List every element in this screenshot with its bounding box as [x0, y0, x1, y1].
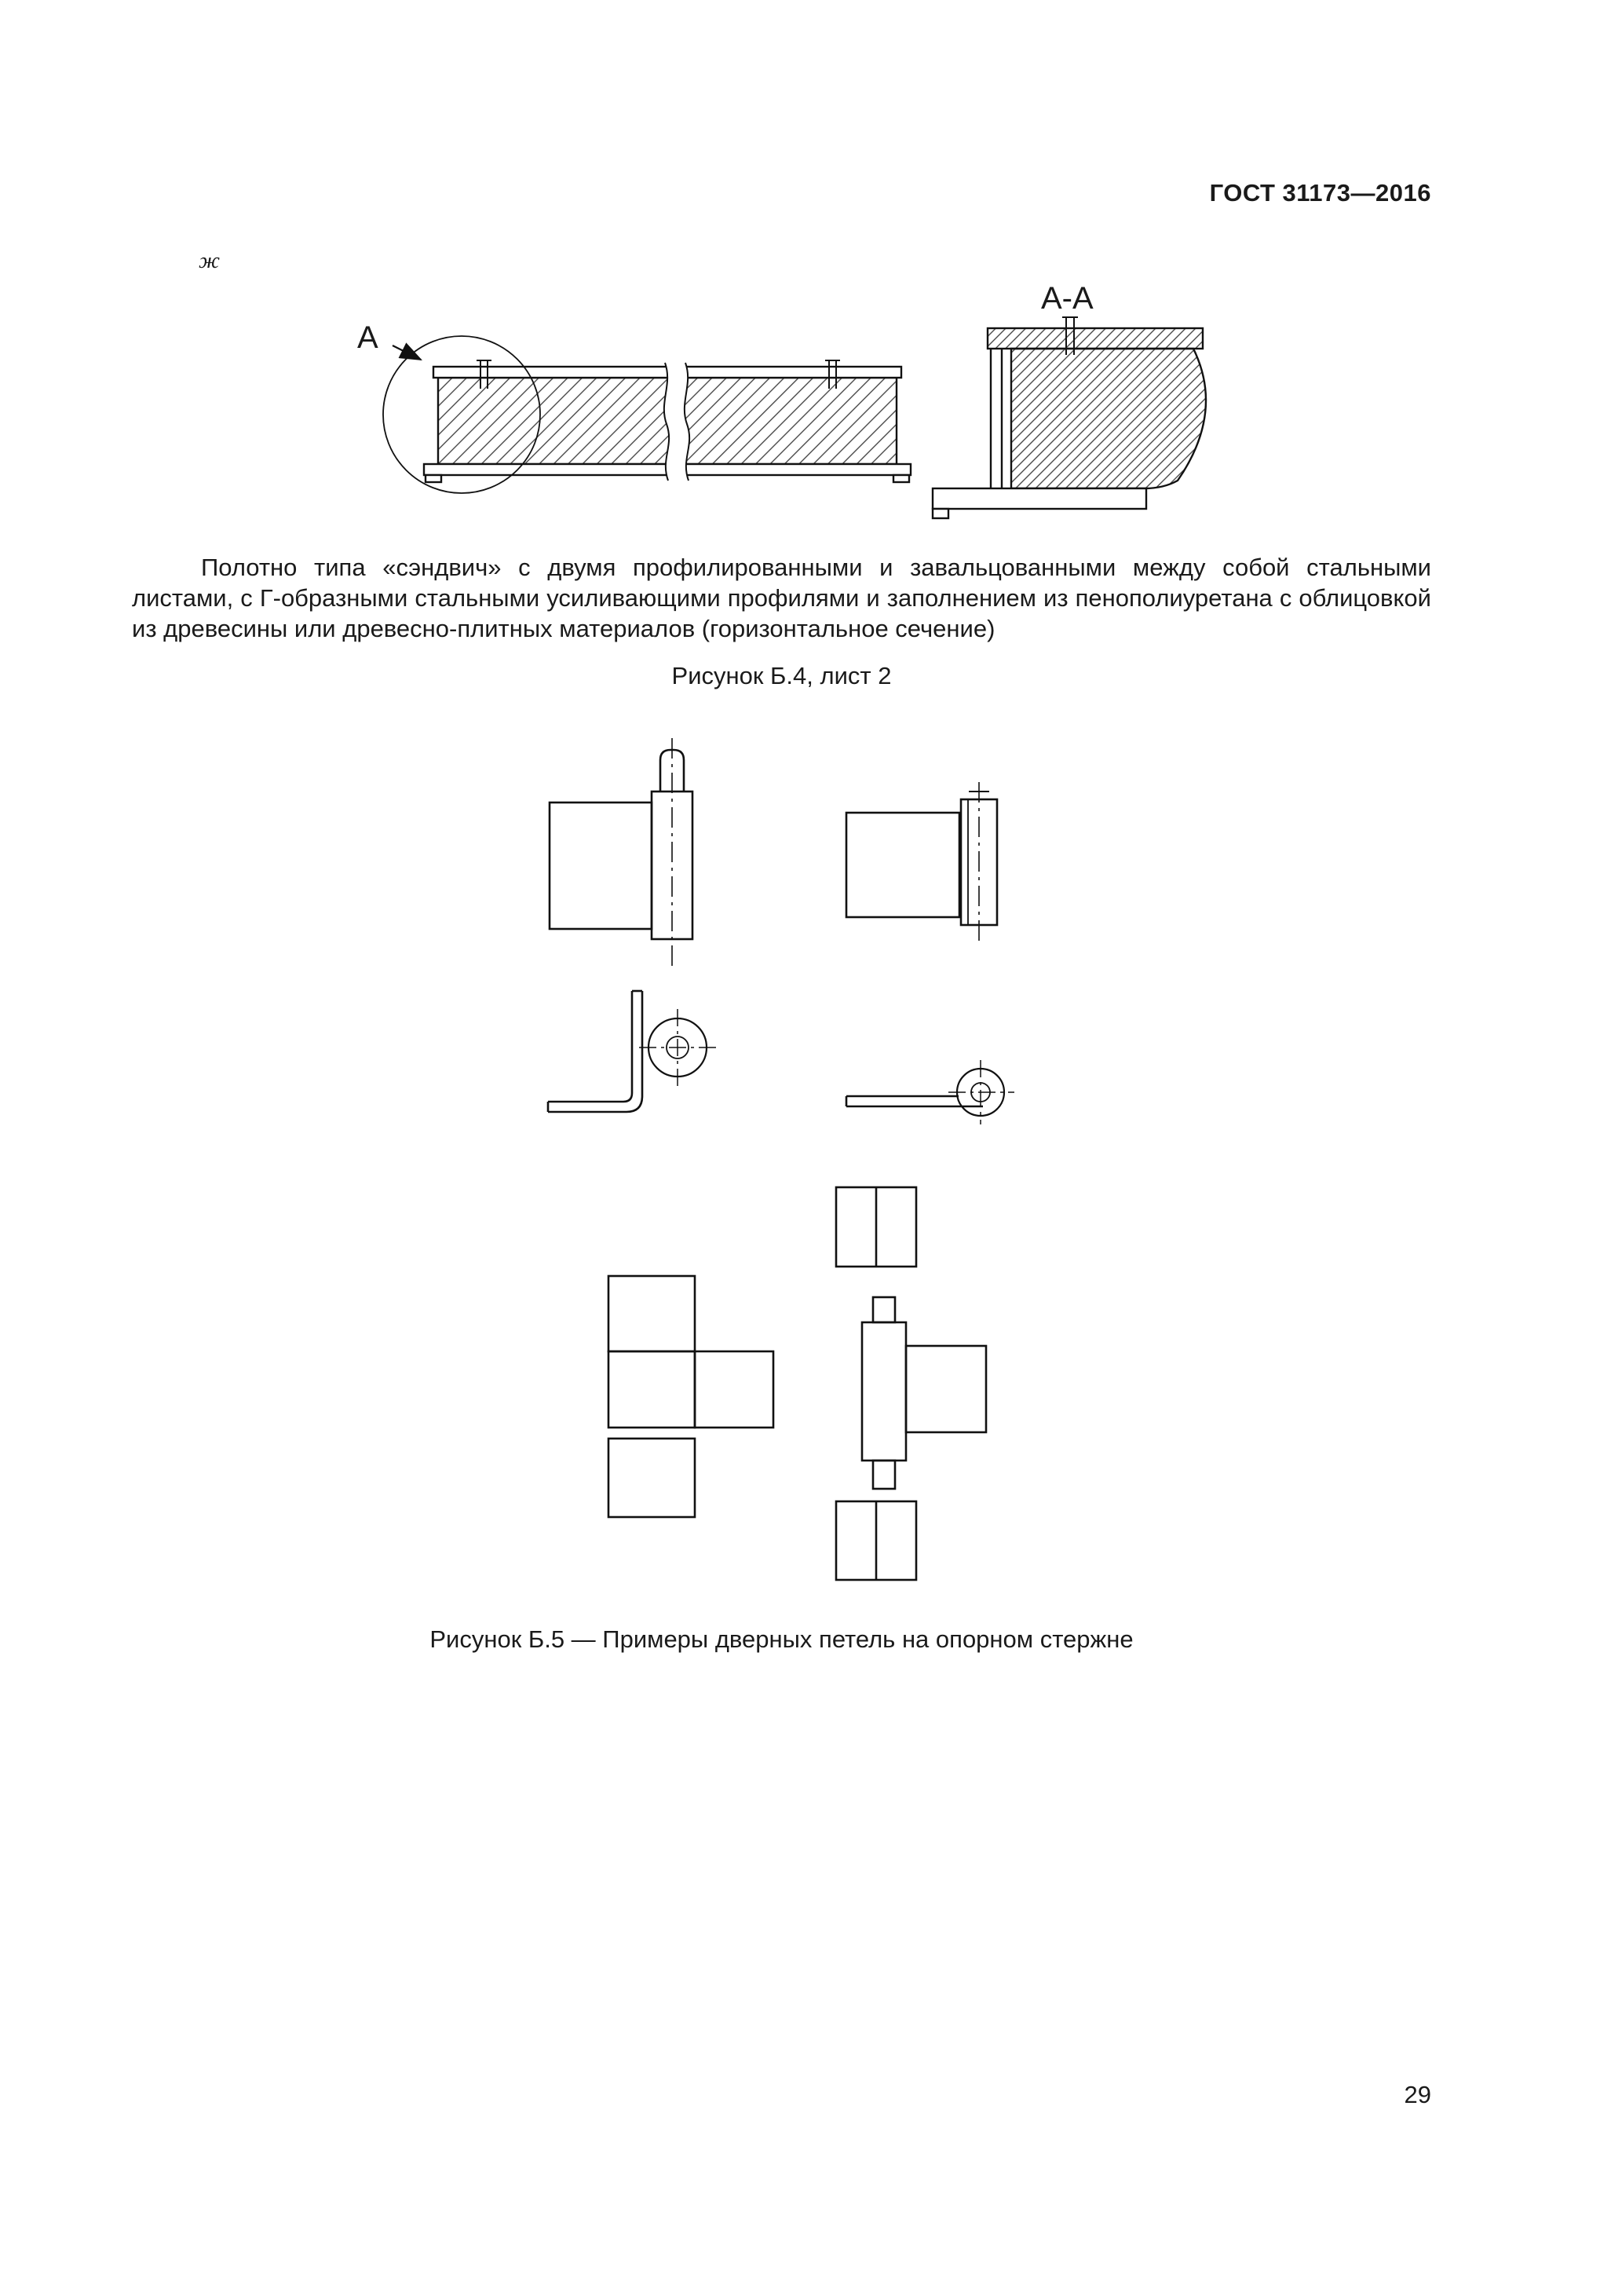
hinge-l-bracket: [548, 991, 716, 1112]
section-aa-view: [933, 317, 1206, 518]
panel-section-view: [424, 360, 911, 482]
figure-b4-caption: Полотно типа «сэндвич» с двумя профилированными и завальцованными между собой стальными листами, с Г-образными стальными усиливающими профилями и заполнением из пенополиуретана с облицовкой из древесины или древесно-плитных материалов (горизонтальное сечение): [132, 554, 1431, 642]
detail-label-a: А: [357, 320, 378, 355]
hinge-barrel-cap: [550, 738, 692, 967]
figure-b4-title: Рисунок Б.4, лист 2: [671, 662, 892, 689]
item-marker: ж: [199, 248, 220, 273]
hinge-pin-barrel: [846, 782, 997, 941]
figure-b4-drawing: [383, 317, 1206, 518]
document-header: ГОСТ 31173—2016: [1209, 179, 1431, 207]
hinge-flat-strap: [846, 1060, 1014, 1124]
hinge-three-knuckle: [608, 1276, 773, 1517]
section-label-aa: А-А: [1041, 281, 1094, 316]
leader-arrow: [393, 345, 421, 360]
hinge-pin-plate: [862, 1297, 986, 1489]
figure-b5-title: Рисунок Б.5 — Примеры дверных петель на опорном стержне: [429, 1625, 1134, 1653]
figure-b5-drawing: [548, 738, 1014, 1580]
page-number: 29: [1404, 2081, 1431, 2108]
hinge-knuckle-bottom: [836, 1501, 916, 1580]
hinge-knuckle-top: [836, 1187, 916, 1267]
